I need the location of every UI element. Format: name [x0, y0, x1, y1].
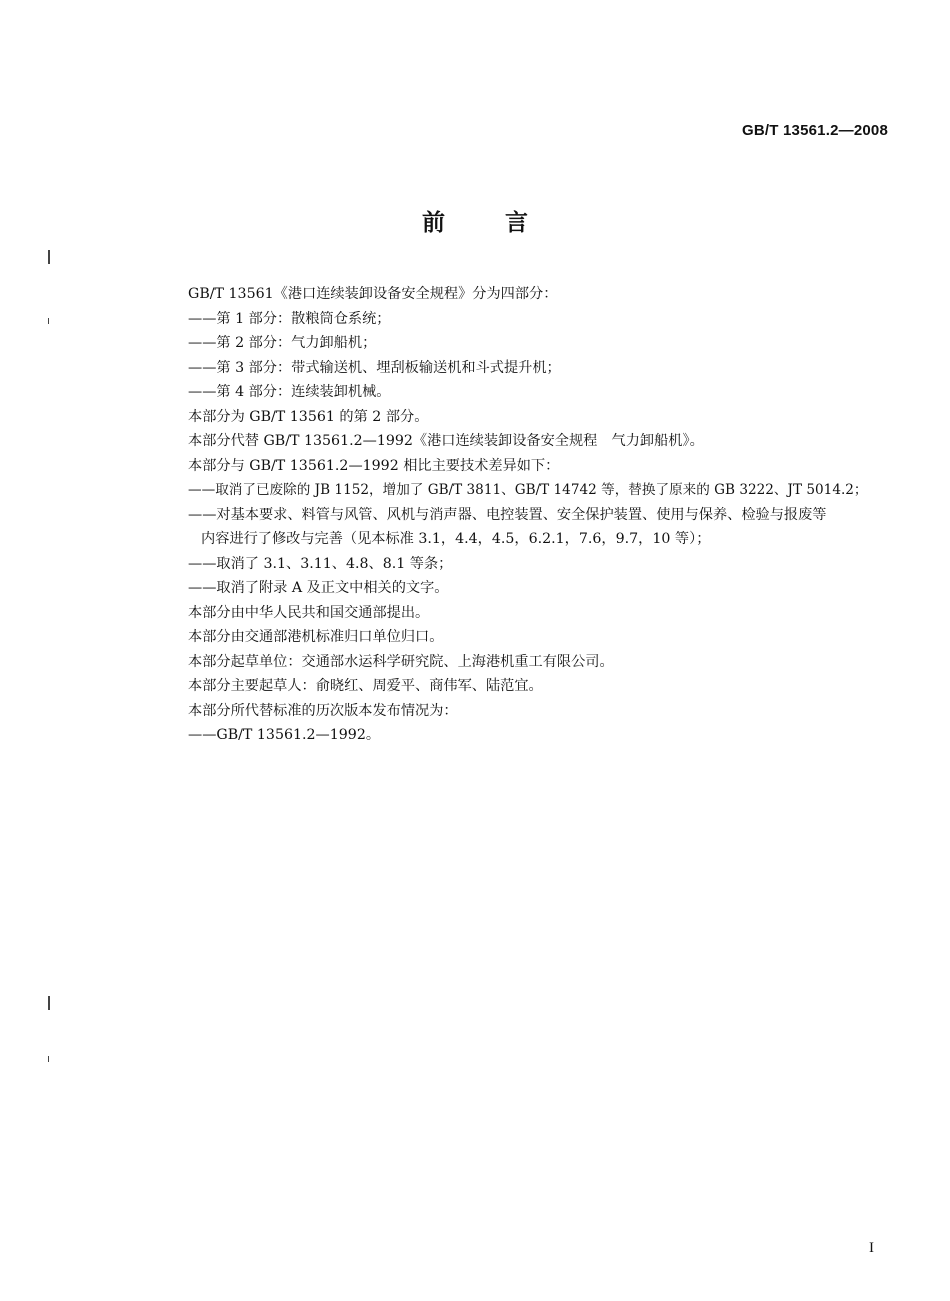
list-item: ——GB/T 13561.2—1992。	[188, 727, 381, 743]
text-line: 本部分所代替标准的历次版本发布情况为：	[188, 702, 458, 719]
standard-code: GB/T 13561.2—2008	[742, 122, 888, 139]
text-line: 本部分为 GB/T 13561 的第 2 部分。	[188, 408, 429, 425]
foreword-body	[188, 282, 908, 748]
text-line: 本部分由交通部港机标准归口单位归口。	[188, 629, 444, 645]
text-line: GB/T 13561《港口连续装卸设备安全规程》分为四部分：	[188, 286, 558, 302]
text-line: 本部分起草单位：交通部水运科学研究院、上海港机重工有限公司。	[188, 653, 614, 670]
list-item: ——第 3 部分：带式输送机、埋刮板输送机和斗式提升机；	[188, 359, 561, 376]
scan-mark	[48, 1056, 49, 1062]
scan-mark	[48, 250, 50, 264]
list-item: ——对基本要求、料管与风管、风机与消声器、电控装置、安全保护装置、使用与保养、检验与报废等	[188, 506, 827, 523]
list-item: ——取消了附录 A 及正文中相关的文字。	[188, 580, 449, 596]
list-item: ——取消了 3.1、3.11、4.8、8.1 等条；	[188, 555, 453, 572]
list-item: ——第 4 部分：连续装卸机械。	[188, 384, 391, 400]
text-line: 本部分代替 GB/T 13561.2—1992《港口连续装卸设备安全规程 气力卸船机》。	[188, 433, 704, 449]
text-line: 本部分与 GB/T 13561.2—1992 相比主要技术差异如下：	[188, 457, 560, 474]
title-char-2: 言	[505, 210, 528, 236]
page-number: I	[869, 1240, 874, 1256]
page-title	[0, 204, 950, 237]
title-char-1: 前	[422, 210, 445, 236]
list-item-continuation: 内容进行了修改与完善（见本标准 3.1，4.4，4.5，6.2.1，7.6，9.7，10 等）；	[201, 531, 711, 547]
scan-mark	[48, 318, 49, 324]
list-item: ——取消了已废除的 JB 1152，增加了 GB/T 3811、GB/T 14742 等，替换了原来的 GB 3222、JT 5014.2；	[188, 482, 868, 498]
list-item: ——第 1 部分：散粮筒仓系统；	[188, 310, 391, 327]
scan-mark	[48, 996, 50, 1010]
text-line: 本部分由中华人民共和国交通部提出。	[188, 604, 430, 621]
list-item: ——第 2 部分：气力卸船机；	[188, 335, 377, 351]
text-line: 本部分主要起草人：俞晓红、周爱平、商伟军、陆范宜。	[188, 678, 543, 694]
